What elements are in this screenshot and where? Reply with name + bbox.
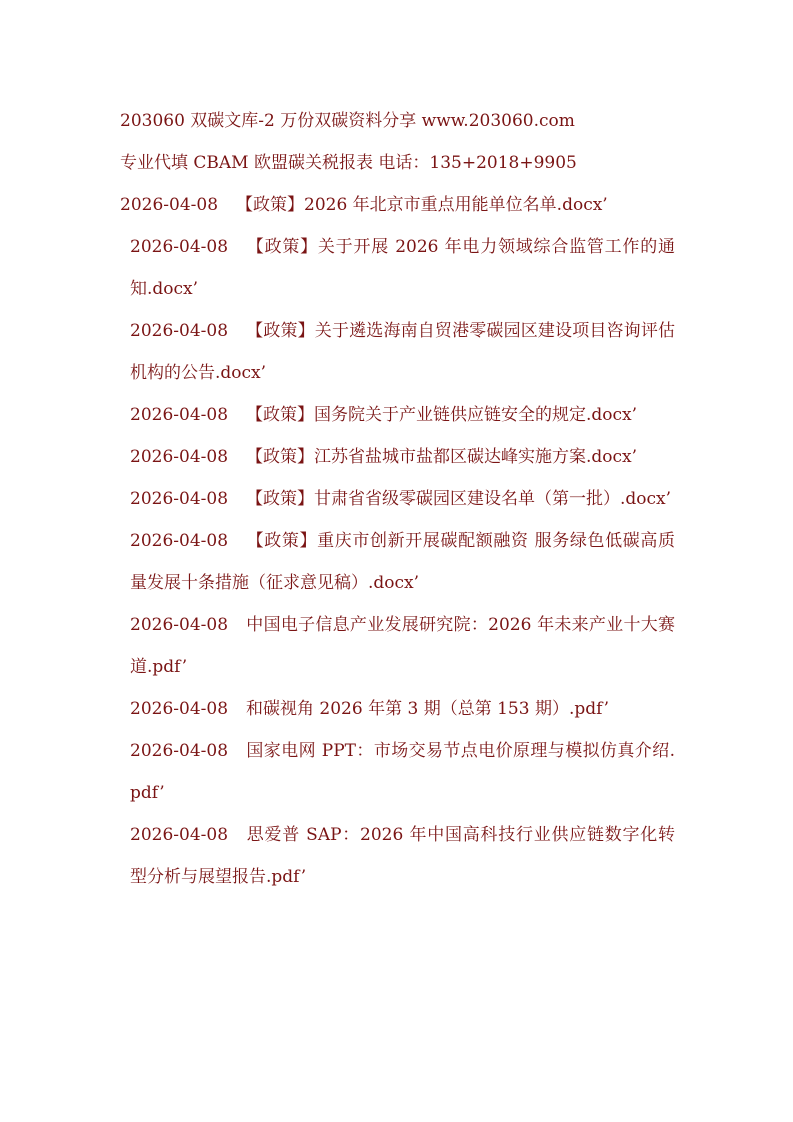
entry-title: 【政策】关于开展 2026 年电力领域综合监管工作的通知.docx’ xyxy=(130,237,675,299)
list-item xyxy=(120,310,675,394)
entry-date: 2026-04-08 xyxy=(130,531,229,551)
list-item xyxy=(120,436,675,478)
document-body xyxy=(120,100,675,898)
list-item xyxy=(120,478,675,520)
entry-title: 中国电子信息产业发展研究院：2026 年未来产业十大赛道.pdf’ xyxy=(130,615,675,677)
entry-date: 2026-04-08 xyxy=(130,489,229,509)
entry-title: 【政策】关于遴选海南自贸港零碳园区建设项目咨询评估机构的公告.docx’ xyxy=(130,321,675,383)
list-item xyxy=(120,688,675,730)
entry-title: 【政策】重庆市创新开展碳配额融资 服务绿色低碳高质量发展十条措施（征求意见稿）.docx’ xyxy=(130,531,675,593)
entry-date: 2026-04-08 xyxy=(130,741,229,761)
header-line-2: 专业代填 CBAM 欧盟碳关税报表 电话：135+2018+9905 xyxy=(120,153,577,173)
header-line-1: 203060 双碳文库-2 万份双碳资料分享 www.203060.com xyxy=(120,111,575,131)
entry-title: 和碳视角 2026 年第 3 期（总第 153 期）.pdf’ xyxy=(246,699,610,719)
entry-date: 2026-04-08 xyxy=(130,825,229,845)
entry-title: 【政策】甘肃省省级零碳园区建设名单（第一批）.docx’ xyxy=(246,489,672,509)
entry-title: 【政策】国务院关于产业链供应链安全的规定.docx’ xyxy=(246,405,638,425)
list-item xyxy=(120,730,675,814)
entry-date: 2026-04-08 xyxy=(130,615,229,635)
entry-date: 2026-04-08 xyxy=(130,321,229,341)
entry-title: 国家电网 PPT：市场交易节点电价原理与模拟仿真介绍.pdf’ xyxy=(130,741,675,803)
entry-date: 2026-04-08 xyxy=(130,447,229,467)
entry-date: 2026-04-08 xyxy=(130,699,229,719)
list-item xyxy=(120,814,675,898)
entry-title: 【政策】江苏省盐城市盐都区碳达峰实施方案.docx’ xyxy=(246,447,638,467)
list-item xyxy=(120,394,675,436)
list-item xyxy=(120,226,675,310)
entry-title: 【政策】2026 年北京市重点用能单位名单.docx’ xyxy=(236,195,608,215)
list-item xyxy=(120,184,675,226)
list-item xyxy=(120,520,675,604)
entry-date: 2026-04-08 xyxy=(130,237,229,257)
list-item xyxy=(120,604,675,688)
entry-date: 2026-04-08 xyxy=(130,405,229,425)
entry-title: 思爱普 SAP：2026 年中国高科技行业供应链数字化转型分析与展望报告.pdf’ xyxy=(130,825,675,887)
entry-date: 2026-04-08 xyxy=(120,195,219,215)
